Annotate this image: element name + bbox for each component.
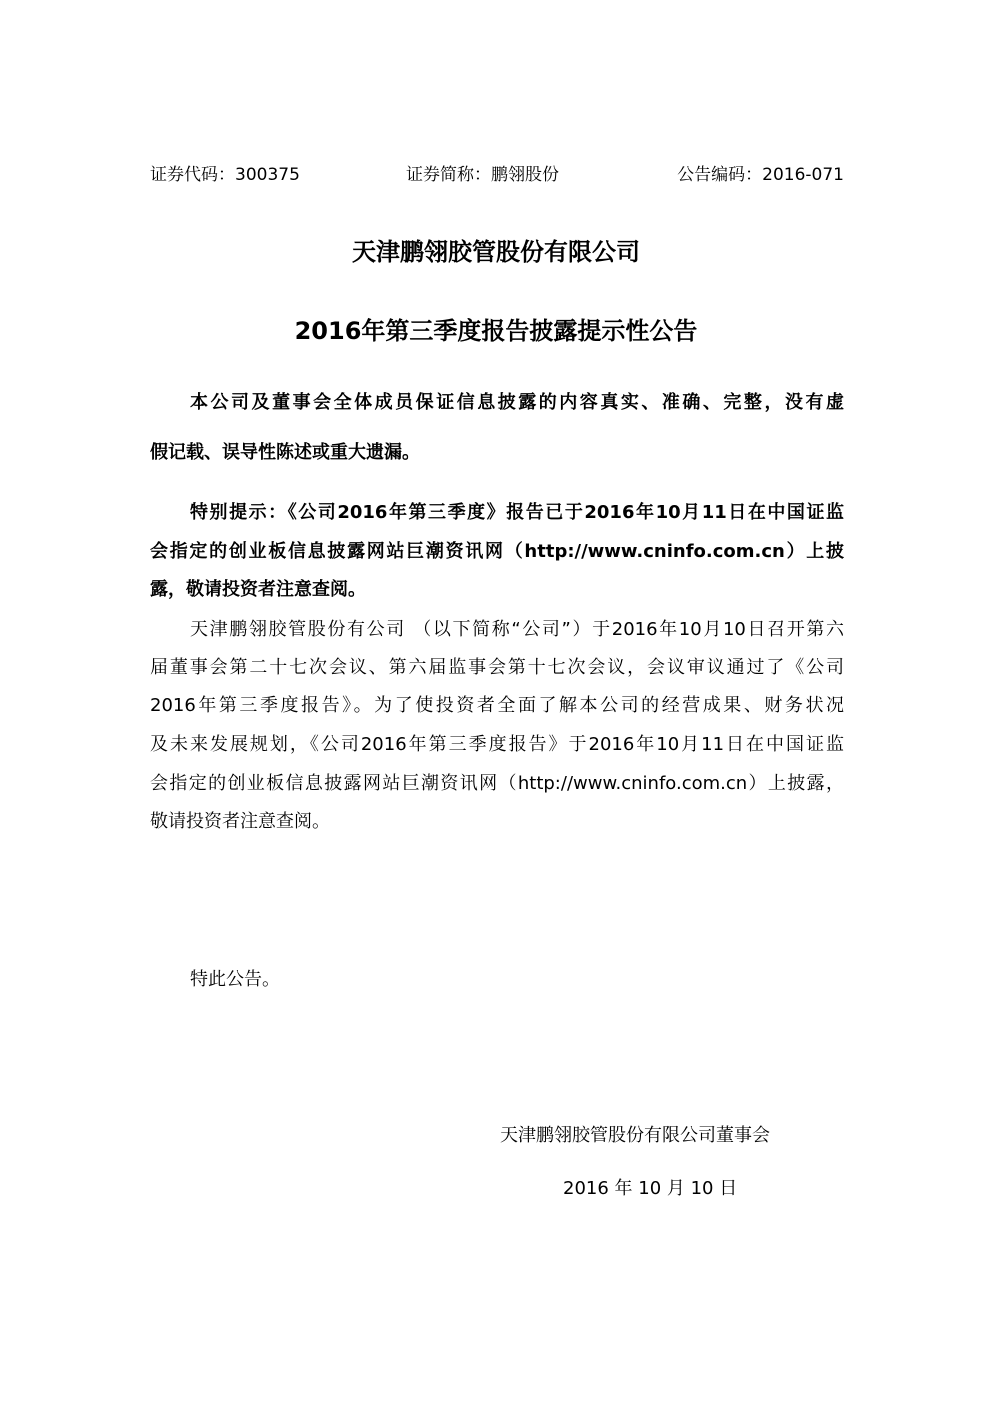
signature-board: 天津鹏翎胶管股份有限公司董事会 [500,1125,770,1146]
declaration-line-2: 假记载、误导性陈述或重大遗漏。 [150,442,420,463]
body-line-4: 及未来发展规划，《公司2016年第三季度报告》于2016年10月11日在中国证监 [150,734,844,755]
body-line-5: 会指定的创业板信息披露网站巨潮资讯网（http://www.cninfo.com.cn）上披露， [150,773,844,794]
special-notice-line-1: 特别提示：《公司2016年第三季度》报告已于2016年10月11日在中国证监 [190,502,844,523]
body-line-2: 届董事会第二十七次会议、第六届监事会第十七次会议，会议审议通过了《公司 [150,657,844,678]
stock-code: 证券代码：300375 [150,165,300,185]
stock-short-name: 证券简称：鹏翎股份 [406,165,559,185]
announcement-header [150,162,844,188]
special-notice-line-2: 会指定的创业板信息披露网站巨潮资讯网（http://www.cninfo.com.cn）上披 [150,541,844,562]
declaration-line-1: 本公司及董事会全体成员保证信息披露的内容真实、准确、完整，没有虚 [190,392,844,413]
announcement-number: 公告编码：2016-071 [677,165,844,185]
body-line-1: 天津鹏翎胶管股份有公司 （以下简称“公司”）于2016年10月10日召开第六 [190,619,844,640]
closing-text: 特此公告。 [190,969,280,990]
body-line-6: 敬请投资者注意查阅。 [150,811,330,832]
special-notice-line-3: 露，敬请投资者注意查阅。 [150,579,366,600]
report-title: 2016年第三季度报告披露提示性公告 [294,317,698,345]
body-line-3: 2016年第三季度报告》。为了使投资者全面了解本公司的经营成果、财务状况 [150,695,844,716]
signature-date: 2016 年 10 月 10 日 [563,1178,738,1199]
company-title: 天津鹏翎胶管股份有限公司 [352,238,640,266]
